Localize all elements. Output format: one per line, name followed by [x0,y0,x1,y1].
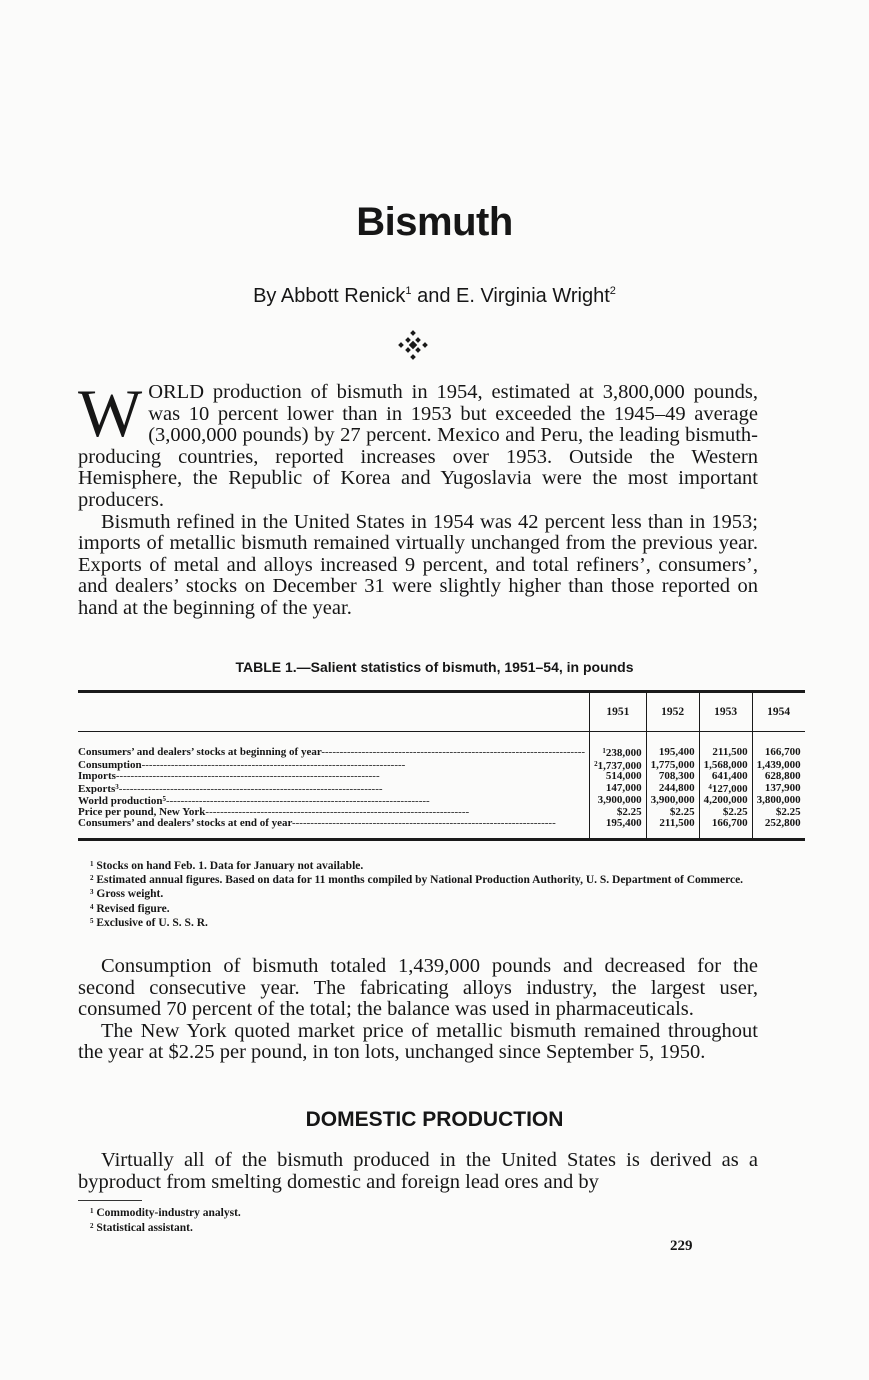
table-cell [646,782,699,795]
cell-value: $2.25 [775,805,801,818]
drop-cap: W [78,375,143,451]
cell-value: 3,900,000 [650,794,695,807]
cell-value: 211,500 [712,746,748,758]
table-header-year: 1954 [752,692,805,732]
table-note-text: Revised figure. [96,902,170,915]
section-heading: DOMESTIC PRODUCTION [305,1108,564,1131]
table-cell [590,771,647,782]
table-note-text: Stocks on hand Feb. 1. Data for January not available. [96,860,364,872]
byline [0,285,869,308]
table-cell [752,818,805,840]
table-row [78,794,805,807]
row-label [78,782,590,795]
leader-dots: ------------------------------------------------------------------------ [165,795,430,807]
page-number: 229 [670,1238,693,1254]
table-note-text: Exclusive of U. S. S. R. [96,916,208,929]
table-row [78,771,805,782]
table-caption: TABLE 1.—Salient statistics of bismuth, 1951–54, in pounds [235,659,634,675]
cell-value: 127,000 [711,782,748,795]
cell-value: 514,000 [605,770,642,783]
cell-value: 3,800,000 [756,794,801,807]
footnote-ref: 4 [708,782,712,791]
table-cell [646,771,699,782]
table-cell [699,782,752,795]
table-note-text: Gross weight. [96,888,164,901]
table-notes [78,858,768,929]
cell-value: 195,400 [658,746,695,758]
footnote-marker: 1 [90,860,94,868]
table-row [78,759,805,772]
cell-value: 195,400 [605,816,642,829]
table-cell [752,746,805,759]
table-note [78,901,768,915]
table-body [78,732,805,840]
footnote-marker: 2 [90,874,94,883]
table-note-text: Estimated annual figures. Based on data for 11 months compiled by National Production Authority, U. S. Department of Commerce. [96,874,744,887]
table-header-year: 1952 [646,692,699,732]
cell-value: 1,568,000 [703,758,748,771]
byline-footnote-ref-1: 1 [405,285,412,297]
row-label [78,807,590,818]
intro-paragraph-1 [78,375,758,512]
row-label-text: Consumption [78,758,142,771]
cell-value: 1,439,000 [756,758,801,771]
cell-value: 641,400 [711,770,748,783]
intro-section [78,375,758,620]
row-label [78,818,590,840]
table-cell [646,818,699,840]
footnote-ref: 1 [602,747,606,755]
cell-value: 166,700 [764,746,801,758]
salient-statistics-table [78,690,801,841]
row-label-text: Consumers’ and dealers’ stocks at end of year [78,817,292,829]
footnote-marker: 4 [90,902,94,911]
cell-value: 708,300 [658,770,695,783]
cell-value: 252,800 [764,816,801,829]
row-label [78,794,590,807]
consumption-paragraph-2: The New York quoted market price of metallic bismuth remained throughout the year at $2.25 per pound, in ton lots, unchanged since September 5, 1950. [78,1019,758,1064]
cell-value: 211,500 [659,816,695,829]
domestic-paragraph-1: Virtually all of the bismuth produced in the United States is derived as a byproduct from smelting domestic and foreign lead ores and by [78,1149,758,1193]
footnote-ref: 3 [115,782,119,791]
row-label-text: Exports [78,782,116,795]
row-label [78,771,590,782]
table-header-year: 1951 [590,692,647,732]
cell-value: 4,200,000 [703,794,748,807]
row-label-text: Consumers’ and dealers’ stocks at beginning of year [78,746,322,758]
intro-paragraph-1-text: ORLD production of bismuth in 1954, estimated at 3,800,000 pounds, was 10 percent lower than in 1953 but exceeded the 1945–49 average (3,000,000 pounds) by 27 percent. Mexico and Peru, the leading bismuth-producing countries, reported increases over 1953. Outside the Western Hemisphere, the Republic of Korea and Yugoslavia were the most important producers. [78,381,758,511]
cell-value: 1,775,000 [650,758,695,771]
footnote-divider [78,1200,142,1201]
table-row [78,746,805,759]
table-row [78,818,805,840]
cell-value: $2.25 [722,805,748,818]
table-header-row [78,692,805,732]
footnote-marker: 1 [90,1207,94,1215]
leader-dots: ------------------------------------------------------------------------ [118,782,383,795]
cell-value: 137,900 [764,781,801,794]
byline-author-1: By Abbott Renick [253,285,406,307]
leader-dots: ------------------------------------------------------------------------ [115,771,380,782]
table-note [78,872,768,886]
table-cell [590,746,647,759]
table-note [78,915,768,929]
table-note [78,858,768,872]
footnote-marker: 5 [90,916,94,925]
table-header-label [78,692,590,732]
table-cell [752,782,805,795]
footnote-marker: 3 [90,888,94,897]
cell-value: 1,737,000 [597,759,642,772]
footnote [78,1205,478,1220]
byline-author-2: and E. Virginia Wright [411,285,610,307]
stats-table [78,690,805,841]
page-footnotes [78,1205,478,1234]
table-cell [699,746,752,759]
cell-value: $2.25 [669,805,695,818]
ornament-icon [398,330,428,360]
row-label-text: Imports [78,771,116,782]
cell-value: 238,000 [605,747,642,759]
byline-footnote-ref-2: 2 [609,285,616,297]
leader-dots: ------------------------------------------------------------------------ [291,817,556,829]
table-cell [699,818,752,840]
cell-value: 628,800 [764,770,801,783]
row-label-text: Price per pound, New York [78,806,206,818]
footnote-text: Statistical assistant. [96,1221,193,1234]
table-header-year: 1953 [699,692,752,732]
footnote-marker: 2 [90,1221,94,1230]
footnote [78,1220,478,1235]
table-row [78,807,805,818]
table-row [78,782,805,795]
cell-value: 166,700 [711,816,748,829]
consumption-section [78,956,758,1064]
footnote-text: Commodity-industry analyst. [96,1207,241,1219]
leader-dots: ------------------------------------------------------------------------ [321,746,586,758]
footnote-ref: 5 [162,795,166,804]
row-label [78,759,590,772]
table-spacer-row [78,732,805,747]
footnote-ref: 2 [594,759,598,768]
leader-dots: ------------------------------------------------------------------------ [141,758,406,771]
table-cell [590,818,647,840]
cell-value: 147,000 [605,781,642,794]
table-cell [699,771,752,782]
leader-dots: ------------------------------------------------------------------------ [205,806,470,818]
table-note [78,886,768,900]
table-cell [752,771,805,782]
cell-value: $2.25 [616,805,642,818]
cell-value: 3,900,000 [597,794,642,807]
domestic-section [78,1150,758,1193]
table-cell [590,782,647,795]
cell-value: 244,800 [658,781,695,794]
intro-paragraph-2: Bismuth refined in the United States in 1954 was 42 percent less than in 1953; imports of metallic bismuth remained virtually unchanged from the previous year. Exports of metal and alloys increased 9 percent, and total refiners’, consumers’, and dealers’ stocks on December 31 were slightly higher than those reported on hand at the beginning of the year. [78,510,758,619]
page-title: Bismuth [356,200,513,244]
consumption-paragraph-1: Consumption of bismuth totaled 1,439,000 pounds and decreased for the second consecutive year. The fabricating alloys industry, the largest user, consumed 70 percent of the total; the balance was used in pharmaceuticals. [78,955,758,1021]
row-label-text: World production [78,795,163,807]
table-cell [646,746,699,759]
row-label [78,746,590,759]
